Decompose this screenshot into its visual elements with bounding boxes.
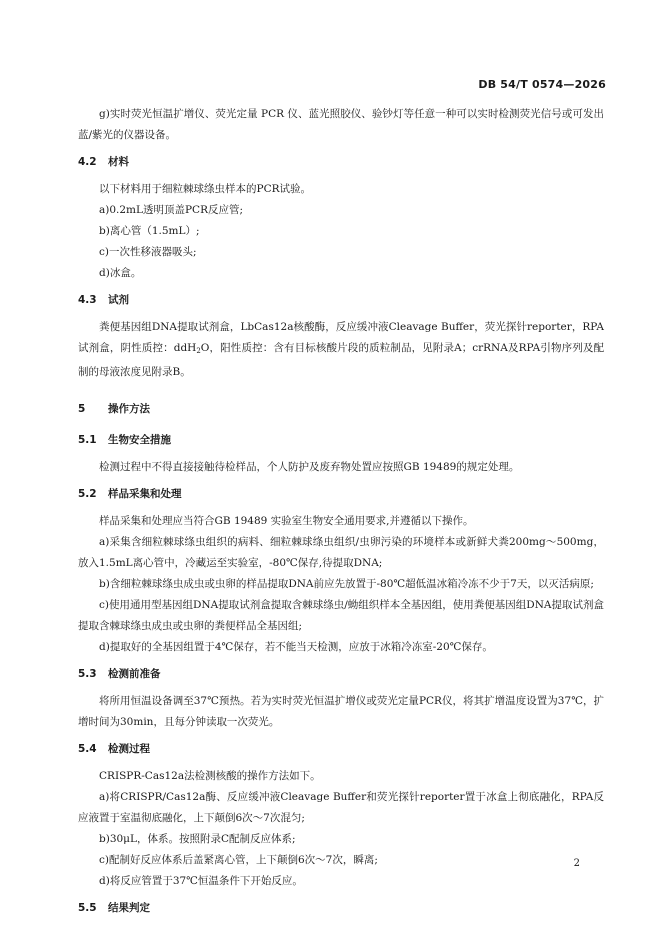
section-title: 材料	[108, 156, 129, 168]
section-number: 5.2	[78, 488, 97, 500]
section-5-4-intro: CRISPR-Cas12a法检测核酸的操作方法如下。	[99, 770, 321, 782]
list-item: c)使用通用型基因组DNA提取试剂盒提取含棘球绦虫/蚴组织样本全基因组，使用粪便基因组DNA提取试剂盒提取含棘球绦虫成虫或虫卵的粪便样品全基因组;	[78, 599, 604, 632]
chapter-number: 5	[78, 403, 86, 415]
section-title: 检测前准备	[108, 668, 161, 680]
list-item: d)提取好的全基因组置于4℃保存，若不能当天检测，应放于冰箱冷冻室-20℃保存。	[99, 641, 493, 653]
section-title: 样品采集和处理	[108, 488, 182, 500]
list-item: b)30μL，体系。按照附录C配制反应体系;	[99, 833, 296, 845]
list-item: c)配制好反应体系后盖紧离心管，上下颠倒6次～7次，瞬离;	[99, 854, 378, 866]
list-item: a)采集含细粒棘球绦虫组织的病料、细粒棘球绦虫组织/虫卵污染的环境样本或新鲜犬粪200mg～500mg，放入1.5mL离心管中，冷藏运至实验室，-80℃保存,待提取DNA;	[78, 536, 604, 569]
chapter-5-heading	[78, 399, 604, 420]
section-title: 试剂	[108, 294, 129, 306]
section-number: 5.3	[78, 668, 97, 680]
list-item: c)一次性移液器吸头;	[99, 246, 197, 258]
list-item: a)0.2mL透明顶盖PCR反应管;	[99, 204, 244, 216]
section-title: 检测过程	[108, 743, 150, 755]
list-item: a)将CRISPR/Cas12a酶、反应缓冲液Cleavage Buffer和荧光探针reporter置于冰盒上彻底融化，RPA反应液置于室温彻底融化，上下颠倒6次～7次混匀;	[78, 791, 604, 824]
reagent-text-part-1: 粪便基因组DNA提取试剂盒，LbCas12a核酸酶，反应缓冲液Cleavage Buffer，荧光探针reporter，RPA试剂盒，阴性质控：ddH	[78, 321, 604, 354]
reagent-text-part-2: O，阳性质控：含有目标核酸片段的质粒制品，见附录A；crRNA及RPA引物序列及配制的母液浓度见附录B。	[78, 342, 604, 378]
section-number: 5.5	[78, 902, 97, 914]
paragraph-g-item: g)实时荧光恒温扩增仪、荧光定量 PCR 仪、蓝光照胶仪、验钞灯等任意一种可以实时检测荧光信号或可发出蓝/紫光的仪器设备。	[78, 108, 604, 141]
section-number: 4.2	[78, 156, 97, 168]
section-5-2-heading	[78, 484, 604, 505]
document-code: DB 54/T 0574—2026	[478, 78, 606, 91]
section-5-3-heading	[78, 664, 604, 685]
section-title: 生物安全措施	[108, 434, 171, 446]
list-item: d)将反应管置于37℃恒温条件下开始反应。	[99, 875, 303, 887]
section-title: 结果判定	[108, 902, 150, 914]
section-4-2-heading	[78, 152, 604, 173]
section-5-1-heading	[78, 430, 604, 451]
subscript: 2	[196, 347, 201, 355]
section-number: 4.3	[78, 294, 97, 306]
list-item: d)冰盒。	[99, 267, 142, 279]
page-number: 2	[573, 858, 580, 869]
section-4-3-heading	[78, 290, 604, 311]
section-4-3-text	[78, 317, 604, 383]
document-body	[78, 104, 604, 919]
section-5-2-intro: 样品采集和处理应当符合GB 19489 实验室生物安全通用要求,并遵循以下操作。	[99, 515, 474, 527]
list-item: b)含细粒棘球绦虫成虫或虫卵的样品提取DNA前应先放置于-80℃超低温冰箱冷冻不少于7天，以灭活病原;	[99, 578, 594, 590]
section-5-5-heading	[78, 898, 604, 919]
list-item: b)离心管（1.5mL）;	[99, 225, 200, 237]
section-4-2-intro: 以下材料用于细粒棘球绦虫样本的PCR试验。	[99, 183, 312, 195]
section-5-3-text: 将所用恒温设备调至37℃预热。若为实时荧光恒温扩增仪或荧光定量PCR仪，将其扩增温度设置为37℃，扩增时间为30min，且每分钟读取一次荧光。	[78, 695, 604, 728]
chapter-title: 操作方法	[108, 403, 150, 415]
section-5-4-heading	[78, 739, 604, 760]
section-number: 5.4	[78, 743, 97, 755]
section-number: 5.1	[78, 434, 97, 446]
section-5-1-text: 检测过程中不得直接接触待检样品，个人防护及废弃物处置应按照GB 19489的规定处理。	[99, 461, 520, 473]
